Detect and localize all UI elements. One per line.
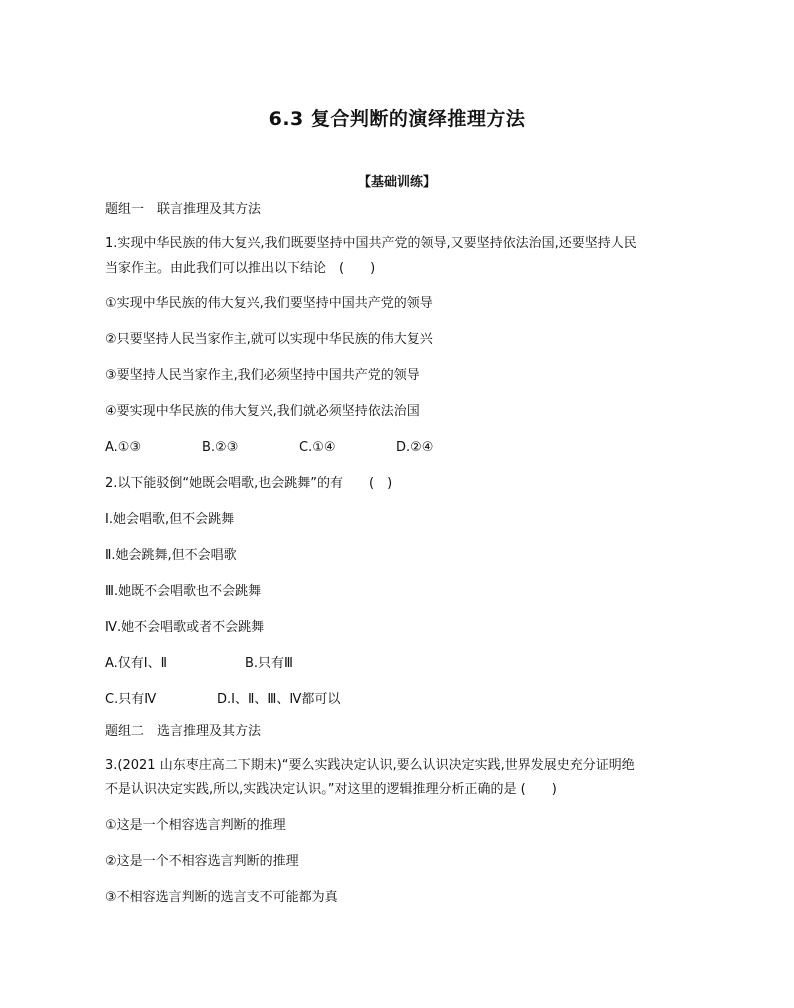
- question-2-item-2: Ⅱ.她会跳舞,但不会唱歌: [105, 548, 237, 563]
- option-c: C.①④: [299, 440, 336, 455]
- question-1-stem-line2: 当家作主。由此我们可以推出以下结论 ( ): [105, 261, 376, 276]
- question-2-item-1: Ⅰ.她会唱歌,但不会跳舞: [105, 512, 235, 527]
- option-d: D.Ⅰ、Ⅱ、Ⅲ、Ⅳ都可以: [217, 692, 341, 707]
- section-heading: 【基础训练】: [357, 175, 436, 190]
- option-b: B.只有Ⅲ: [245, 656, 294, 671]
- question-3-item-3: ③不相容选言判断的选言支不可能都为真: [105, 890, 338, 905]
- question-1-item-2: ②只要坚持人民当家作主,就可以实现中华民族的伟大复兴: [105, 332, 433, 347]
- option-d: D.②④: [396, 440, 434, 455]
- option-a: A.①③: [105, 440, 142, 455]
- question-3-item-1: ①这是一个相容选言判断的推理: [105, 818, 286, 833]
- group-heading-1: 题组一 联言推理及其方法: [105, 202, 262, 217]
- question-1-item-4: ④要实现中华民族的伟大复兴,我们就必须坚持依法治国: [105, 404, 420, 419]
- question-2-item-4: Ⅳ.她不会唱歌或者不会跳舞: [105, 620, 265, 635]
- option-b: B.②③: [202, 440, 239, 455]
- group-heading-2: 题组二 选言推理及其方法: [105, 724, 262, 739]
- question-3-stem-line1: 3.(2021 山东枣庄高二下期末)“要么实践决定认识,要么认识决定实践,世界发展史充分证明绝: [105, 758, 635, 773]
- question-3-item-2: ②这是一个不相容选言判断的推理: [105, 854, 299, 869]
- option-a: A.仅有Ⅰ、Ⅱ: [105, 656, 168, 671]
- question-1-options: [105, 440, 433, 456]
- question-3-stem-line2: 不是认识决定实践,所以,实践决定认识。”对这里的逻辑推理分析正确的是 ( ): [105, 782, 557, 797]
- question-2-item-3: Ⅲ.她既不会唱歌也不会跳舞: [105, 584, 262, 599]
- question-1-stem-line1: 1.实现中华民族的伟大复兴,我们既要坚持中国共产党的领导,又要坚持依法治国,还要坚持人民: [105, 236, 637, 251]
- option-c: C.只有Ⅳ: [105, 692, 157, 707]
- page-title: 6.3 复合判断的演绎推理方法: [268, 108, 526, 130]
- question-2-options-row1: [105, 656, 293, 672]
- question-1-item-3: ③要坚持人民当家作主,我们必须坚持中国共产党的领导: [105, 368, 420, 383]
- question-1-item-1: ①实现中华民族的伟大复兴,我们要坚持中国共产党的领导: [105, 296, 433, 311]
- question-2-stem: 2.以下能驳倒“她既会唱歌,也会跳舞”的有 ( ): [105, 476, 393, 491]
- question-2-options-row2: [105, 692, 340, 708]
